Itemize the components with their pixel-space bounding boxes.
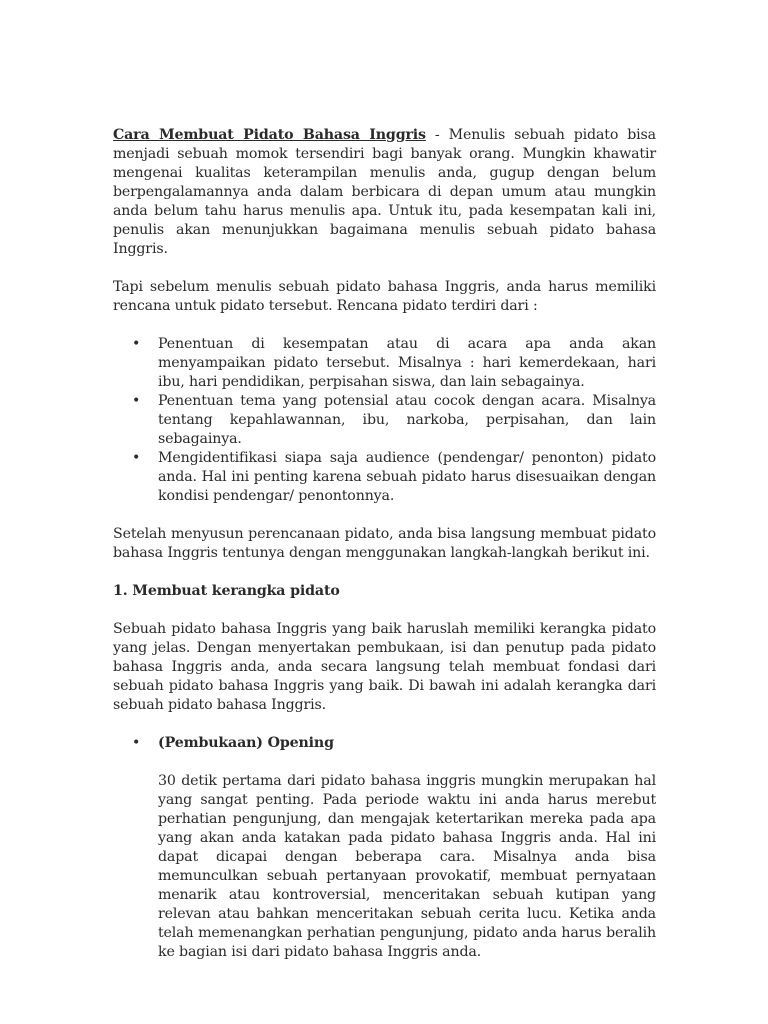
plan-paragraph: Tapi sebelum menulis sebuah pidato bahasa Inggris, anda harus memiliki rencana untuk pidato tersebut. Rencana pidato terdiri dari :: [113, 279, 656, 314]
opening-heading: (Pembukaan) Opening: [158, 735, 334, 751]
list-item: [113, 734, 656, 753]
bullet-icon: •: [132, 393, 141, 409]
document-body: [113, 126, 656, 962]
list-item: [113, 449, 656, 506]
list-item-text: Penentuan tema yang potensial atau cocok dengan acara. Misalnya tentang kepahlawannan, ibu, narkoba, perpisahan, dan lain sebagainya.: [158, 393, 656, 447]
intro-paragraph: [113, 126, 656, 259]
framework-paragraph: Sebuah pidato bahasa Inggris yang baik haruslah memiliki kerangka pidato yang jelas. Dengan menyertakan pembukaan, isi dan penutup pada pidato bahasa Inggris anda, anda secara langsung telah membuat fondasi dari sebuah pidato bahasa Inggris yang baik. Di bawah ini adalah kerangka dari sebuah pidato bahasa Inggris.: [113, 621, 656, 713]
framework-list: [113, 734, 656, 753]
bullet-icon: •: [132, 336, 141, 352]
plan-list: [113, 335, 656, 506]
section-heading: 1. Membuat kerangka pidato: [113, 583, 340, 599]
list-item: [113, 335, 656, 392]
title-link[interactable]: Cara Membuat Pidato Bahasa Inggris: [113, 127, 426, 143]
steps-paragraph: Setelah menyusun perencanaan pidato, anda bisa langsung membuat pidato bahasa Inggris tentunya dengan menggunakan langkah-langkah berikut ini.: [113, 526, 656, 561]
list-item-text: Mengidentifikasi siapa saja audience (pendengar/ penonton) pidato anda. Hal ini penting karena sebuah pidato harus disesuaikan dengan kondisi pendengar/ penontonnya.: [158, 450, 656, 504]
bullet-icon: •: [132, 735, 141, 751]
list-item-text: Penentuan di kesempatan atau di acara apa anda akan menyampaikan pidato tersebut. Misalnya : hari kemerdekaan, hari ibu, hari pendidikan, perpisahan siswa, dan lain sebagainya.: [158, 336, 656, 390]
intro-text: - Menulis sebuah pidato bisa menjadi sebuah momok tersendiri bagi banyak orang. Mungkin khawatir mengenai kualitas keterampilan menulis anda, gugup dengan belum berpengalamannya anda dalam berbicara di depan umum atau mungkin anda belum tahu harus menulis apa. Untuk itu, pada kesempatan kali ini, penulis akan menunjukkan bagaimana menulis sebuah pidato bahasa Inggris.: [113, 127, 656, 257]
list-item: [113, 392, 656, 449]
bullet-icon: •: [132, 450, 141, 466]
opening-paragraph: 30 detik pertama dari pidato bahasa inggris mungkin merupakan hal yang sangat penting. Pada periode waktu ini anda harus merebut perhatian pengunjung, dan mengajak ketertarikan mereka pada apa yang akan anda katakan pada pidato bahasa Inggris anda. Hal ini dapat dicapai dengan beberapa cara. Misalnya anda bisa memunculkan sebuah pertanyaan provokatif, membuat pernyataan menarik atau kontroversial, menceritakan sebuah kutipan yang relevan atau bahkan menceritakan sebuah cerita lucu. Ketika anda telah memenangkan perhatian pengunjung, pidato anda harus beralih ke bagian isi dari pidato bahasa Inggris anda.: [158, 773, 656, 960]
